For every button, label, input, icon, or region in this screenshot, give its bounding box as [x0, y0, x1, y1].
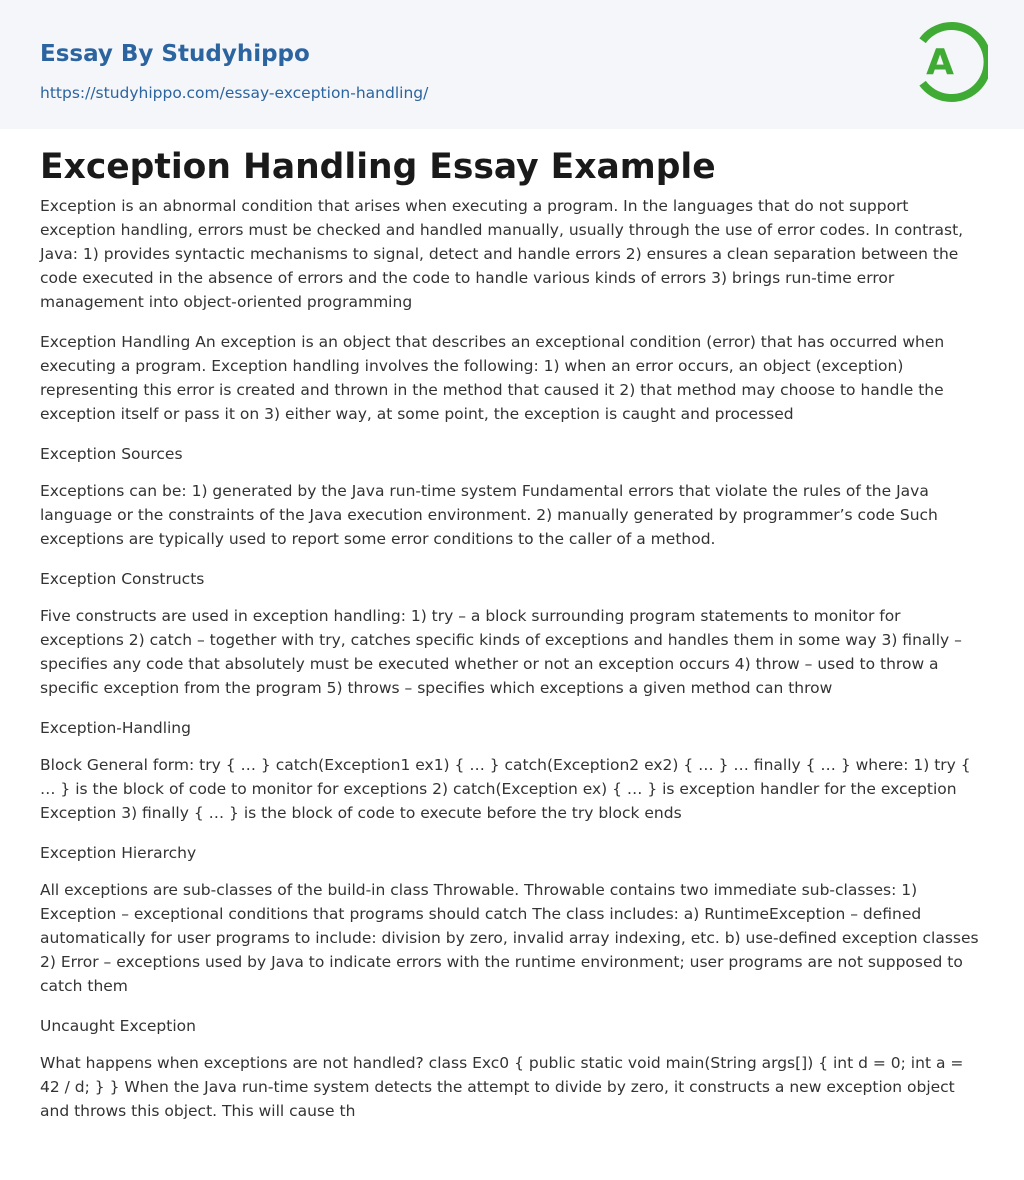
section-body-sources: Exceptions can be: 1) generated by the Java run-time system Fundamental errors that violate the rules of the Java language or the constraints of the Java execution environment. 2) manually generated by programmer’s code Such exceptions are typically used to report some error conditions to the caller of a method.: [40, 482, 938, 548]
brand-title[interactable]: Essay By Studyhippo: [40, 41, 310, 67]
page-title: Exception Handling Essay Example: [40, 147, 716, 187]
exception-handling-paragraph: Exception Handling An exception is an object that describes an exceptional condition (error) that has occurred when executing a program. Exception handling involves the following: 1) when an error occurs, an object (exception) representing this error is created and thrown in the method that caused it 2) that method may choose to handle the exception itself or pass it on 3) either way, at some point, the exception is caught and processed: [40, 333, 945, 423]
article: [0, 129, 1024, 1123]
section-body-hierarchy: All exceptions are sub-classes of the build-in class Throwable. Throwable contains two immediate sub-classes: 1) Exception – exceptional conditions that programs should catch The class includes: a) RuntimeException – defined automatically for user programs to include: division by zero, invalid array indexing, etc. b) use-defined exception classes 2) Error – exceptions used by Java to indicate errors with the runtime environment; user programs are not supposed to catch them: [40, 881, 979, 995]
section-body-handling-block: Block General form: try { … } catch(Exception1 ex1) { … } catch(Exception2 ex2) { … } … finally { … } where: 1) try { … } is the block of code to monitor for exceptions 2) catch(Exception ex) { … } is exception handler for the exception Exception 3) finally { … } is the block of code to execute before the try block ends: [40, 756, 971, 822]
section-heading-sources: Exception Sources: [40, 445, 183, 463]
section-body-constructs: Five constructs are used in exception handling: 1) try – a block surrounding program statements to monitor for exceptions 2) catch – together with try, catches specific kinds of exceptions and handles them in some way 3) finally – specifies any code that absolutely must be executed whether or not an exception occurs 4) throw – used to throw a specific exception from the program 5) throws – specifies which exceptions a given method can throw: [40, 607, 962, 697]
section-heading-handling-block: Exception-Handling: [40, 719, 191, 737]
section-heading-hierarchy: Exception Hierarchy: [40, 844, 197, 862]
section-body-uncaught: What happens when exceptions are not handled? class Exc0 { public static void main(String args[]) { int d = 0; int a = 42 / d; } } When the Java run-time system detects the attempt to divide by zero, it constructs a new exception object and throws this object. This will cause th: [40, 1054, 964, 1120]
intro-paragraph: Exception is an abnormal condition that arises when executing a program. In the languages that do not support exception handling, errors must be checked and handled manually, usually through the use of error codes. In contrast, Java: 1) provides syntactic mechanisms to signal, detect and handle errors 2) ensures a clean separation between the code executed in the absence of errors and the code to handle various kinds of errors 3) brings run-time error management into object-oriented programming: [40, 197, 964, 311]
section-heading-uncaught: Uncaught Exception: [40, 1017, 196, 1035]
logo-letter: A: [926, 42, 954, 83]
page-url-link[interactable]: https://studyhippo.com/essay-exception-handling/: [40, 84, 429, 102]
studyhippo-logo-icon[interactable]: [912, 18, 988, 106]
section-heading-constructs: Exception Constructs: [40, 570, 205, 588]
site-header: [0, 0, 1024, 129]
